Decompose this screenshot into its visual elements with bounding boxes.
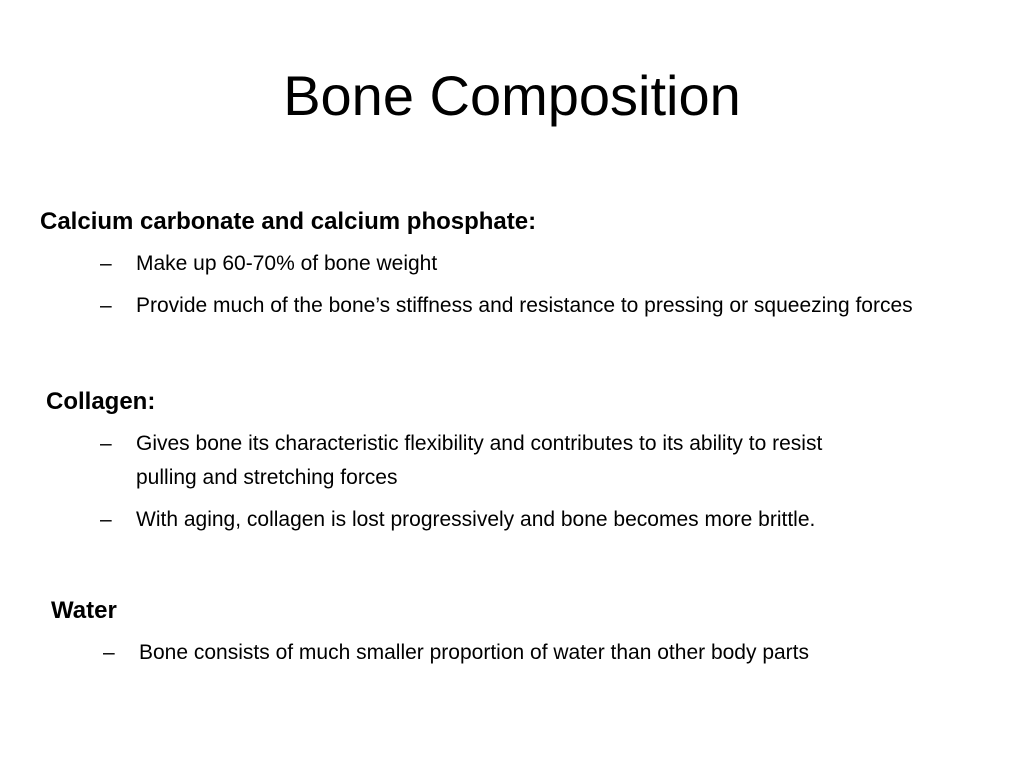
bullet-item <box>100 503 966 537</box>
slide-title: Bone Composition <box>283 64 741 127</box>
section-calcium <box>40 207 960 331</box>
dash-marker-icon: – <box>100 294 112 317</box>
bullet-list-collagen <box>100 427 966 537</box>
bullet-item <box>100 427 966 495</box>
section-water <box>51 596 1011 678</box>
section-heading-collagen: Collagen: <box>46 388 156 415</box>
bullet-text: Gives bone its characteristic flexibility and contributes to its ability to resist pulling and stretching forces <box>136 432 823 489</box>
section-collagen <box>46 387 966 545</box>
dash-marker-icon: – <box>100 508 112 531</box>
bullet-list-water <box>103 636 1011 670</box>
bullet-text: Provide much of the bone’s stiffness and resistance to pressing or squeezing forces <box>136 294 913 317</box>
bullet-text: With aging, collagen is lost progressively and bone becomes more brittle. <box>136 508 816 531</box>
bullet-item <box>103 636 1011 670</box>
bullet-text: Bone consists of much smaller proportion of water than other body parts <box>139 641 810 664</box>
bullet-list-calcium <box>100 247 960 323</box>
dash-marker-icon: – <box>100 432 112 455</box>
bullet-item <box>100 247 960 281</box>
bullet-text: Make up 60-70% of bone weight <box>136 252 438 275</box>
section-heading-water: Water <box>51 597 117 624</box>
dash-marker-icon: – <box>103 641 115 664</box>
dash-marker-icon: – <box>100 252 112 275</box>
section-heading-calcium: Calcium carbonate and calcium phosphate: <box>40 208 537 235</box>
bullet-item <box>100 289 960 323</box>
